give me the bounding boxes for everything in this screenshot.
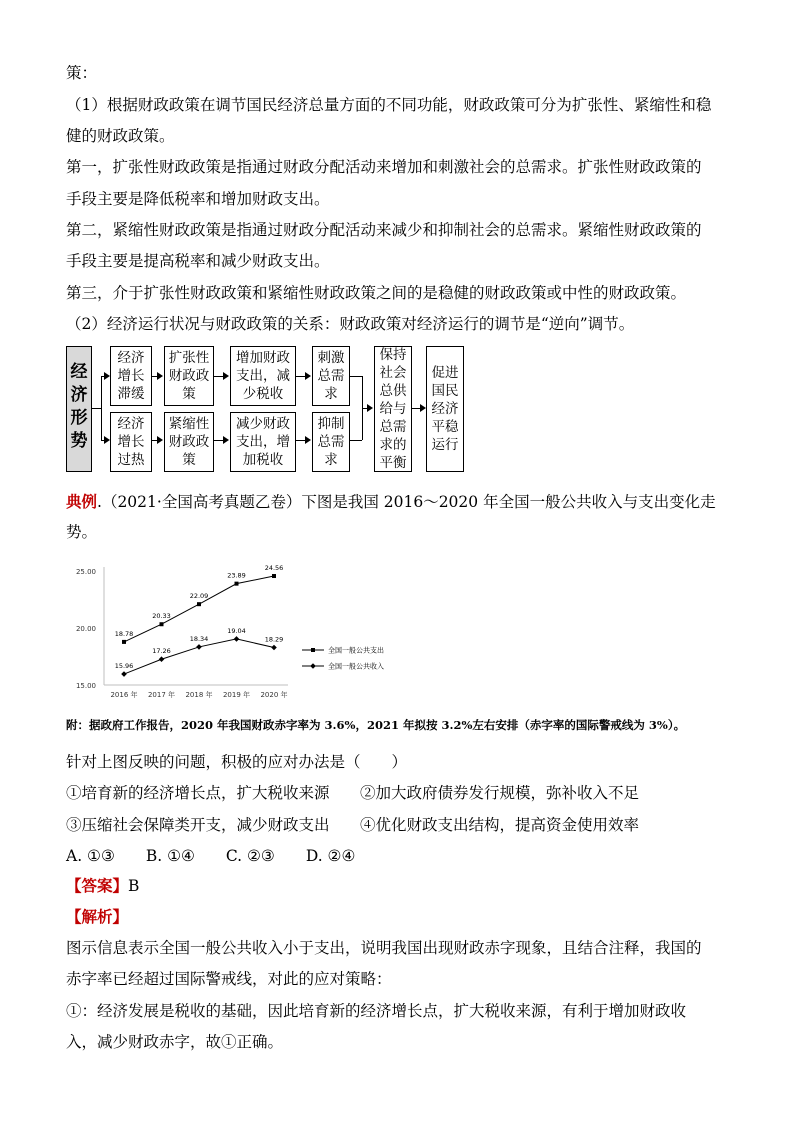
flow-box-bottom-1: 经济增长过热 bbox=[110, 412, 152, 472]
analysis-label: 【解析】 bbox=[66, 907, 129, 926]
data-point bbox=[271, 645, 277, 651]
revenue-expenditure-chart bbox=[66, 555, 406, 705]
example-heading-cont: 势。 bbox=[66, 523, 98, 541]
flow-box-bottom-4: 抑制总需求 bbox=[312, 412, 350, 472]
arrow-icon bbox=[157, 372, 163, 380]
y-tick-label: 20.00 bbox=[75, 625, 96, 633]
answer-choices: A. ①③ B. ①④ C. ②③ D. ②④ bbox=[66, 847, 356, 865]
text-line: 手段主要是降低税率和增加财政支出。 bbox=[66, 190, 330, 208]
data-point bbox=[272, 574, 276, 578]
answer-line bbox=[66, 876, 139, 896]
chart-note: 附：据政府工作报告，2020 年我国财政赤字率为 3.6%，2021 年拟按 3.2%左右安排（赤字率的国际警戒线为 3%）。 bbox=[66, 718, 686, 732]
connector bbox=[101, 376, 102, 440]
legend-marker bbox=[311, 648, 315, 652]
analysis-text: 入，减少财政赤字，故①正确。 bbox=[66, 1033, 284, 1051]
data-point bbox=[196, 644, 202, 650]
arrow-icon bbox=[223, 372, 229, 380]
option-1: ①培育新的经济增长点，扩大税收来源 bbox=[66, 784, 330, 802]
text-line: （2）经济运行状况与财政政策的关系：财政政策对经济运行的调节是“逆向”调节。 bbox=[66, 315, 635, 333]
arrow-icon bbox=[305, 372, 311, 380]
flow-box-bottom-3: 减少财政支出，增加税收 bbox=[230, 412, 296, 472]
text-line: （1）根据财政政策在调节国民经济总量方面的不同功能，财政政策可分为扩张性、紧缩性和稳 bbox=[66, 96, 712, 114]
data-point bbox=[234, 636, 240, 642]
arrow-icon bbox=[223, 436, 229, 444]
analysis-text: 赤字率已经超过国际警戒线，对此的应对策略： bbox=[66, 970, 392, 988]
connector bbox=[350, 440, 362, 441]
x-tick-label: 2017 年 bbox=[147, 691, 176, 699]
data-label: 20.33 bbox=[152, 612, 171, 621]
legend-marker bbox=[310, 663, 316, 669]
flow-box-top-3: 增加财政支出，减少税收 bbox=[230, 346, 296, 406]
flow-box-balance: 保持社会总供给与总需求的平衡 bbox=[374, 346, 412, 472]
text-line: 第一，扩张性财政政策是指通过财政分配活动来增加和刺激社会的总需求。扩张性财政政策的 bbox=[66, 158, 702, 176]
data-label: 19.04 bbox=[227, 626, 246, 635]
y-tick-label: 15.00 bbox=[75, 682, 96, 690]
data-point bbox=[235, 582, 239, 586]
y-tick-label: 25.00 bbox=[75, 568, 96, 576]
text-line: 第二，紧缩性财政政策是指通过财政分配活动来减少和抑制社会的总需求。紧缩性财政政策的 bbox=[66, 221, 702, 239]
x-tick-label: 2016 年 bbox=[110, 691, 138, 699]
arrow-icon bbox=[305, 436, 311, 444]
diagram-root-box bbox=[66, 346, 92, 472]
data-label: 15.96 bbox=[114, 662, 134, 671]
option-2: ②加大政府债券发行规模，弥补收入不足 bbox=[360, 784, 640, 802]
data-point bbox=[122, 640, 126, 644]
question-stem: 针对上图反映的问题，积极的应对办法是（ ） bbox=[66, 753, 408, 771]
text-line: 策： bbox=[66, 64, 98, 82]
text-line: 手段主要是提高税率和减少财政支出。 bbox=[66, 252, 330, 270]
data-point bbox=[160, 622, 164, 626]
x-tick-label: 2020 年 bbox=[260, 691, 288, 699]
answer-value: B bbox=[128, 877, 140, 895]
data-label: 23.89 bbox=[227, 571, 246, 580]
data-point bbox=[197, 602, 201, 606]
text-line: 健的财政政策。 bbox=[66, 127, 175, 145]
flow-box-result: 促进国民经济平稳运行 bbox=[426, 346, 464, 472]
arrow-icon bbox=[157, 436, 163, 444]
data-label: 18.29 bbox=[264, 635, 284, 644]
flow-box-top-4: 刺激总需求 bbox=[312, 346, 350, 406]
diagram-root-label: 经济形势 bbox=[70, 362, 88, 451]
option-4: ④优化财政支出结构，提高资金使用效率 bbox=[360, 816, 640, 834]
x-tick-label: 2018 年 bbox=[185, 691, 213, 699]
legend-label: 全国一般公共收入 bbox=[328, 662, 384, 671]
flow-box-bottom-2: 紧缩性财政政策 bbox=[164, 412, 214, 472]
data-label: 18.34 bbox=[189, 634, 209, 643]
legend-label: 全国一般公共支出 bbox=[328, 646, 384, 655]
data-label: 17.26 bbox=[152, 647, 171, 656]
data-label: 18.78 bbox=[114, 629, 134, 638]
answer-label: 【答案】 bbox=[66, 876, 129, 895]
arrow-icon bbox=[367, 404, 373, 412]
data-label: 22.09 bbox=[189, 592, 209, 601]
connector bbox=[350, 376, 362, 377]
analysis-text: ①：经济发展是税收的基础，因此培育新的经济增长点，扩大税收来源，有利于增加财政收 bbox=[66, 1002, 687, 1020]
data-label: 24.56 bbox=[264, 564, 284, 573]
data-point bbox=[121, 671, 127, 677]
connector bbox=[91, 408, 101, 409]
flow-box-top-2: 扩张性财政政策 bbox=[164, 346, 214, 406]
flow-box-top-1: 经济增长滞缓 bbox=[110, 346, 152, 406]
example-heading: 典例.（2021·全国高考真题乙卷）下图是我国 2016～2020 年全国一般公共收入与支出变化走 bbox=[66, 492, 716, 511]
text-line: 第三，介于扩张性财政政策和紧缩性财政政策之间的是稳健的财政政策或中性的财政政策。 bbox=[66, 284, 687, 302]
option-3: ③压缩社会保障类开支，减少财政支出 bbox=[66, 816, 330, 834]
data-point bbox=[159, 656, 165, 662]
x-tick-label: 2019 年 bbox=[222, 691, 251, 699]
series-line bbox=[124, 576, 274, 642]
analysis-text: 图示信息表示全国一般公共收入小于支出，说明我国出现财政赤字现象，且结合注释，我国的 bbox=[66, 939, 702, 957]
